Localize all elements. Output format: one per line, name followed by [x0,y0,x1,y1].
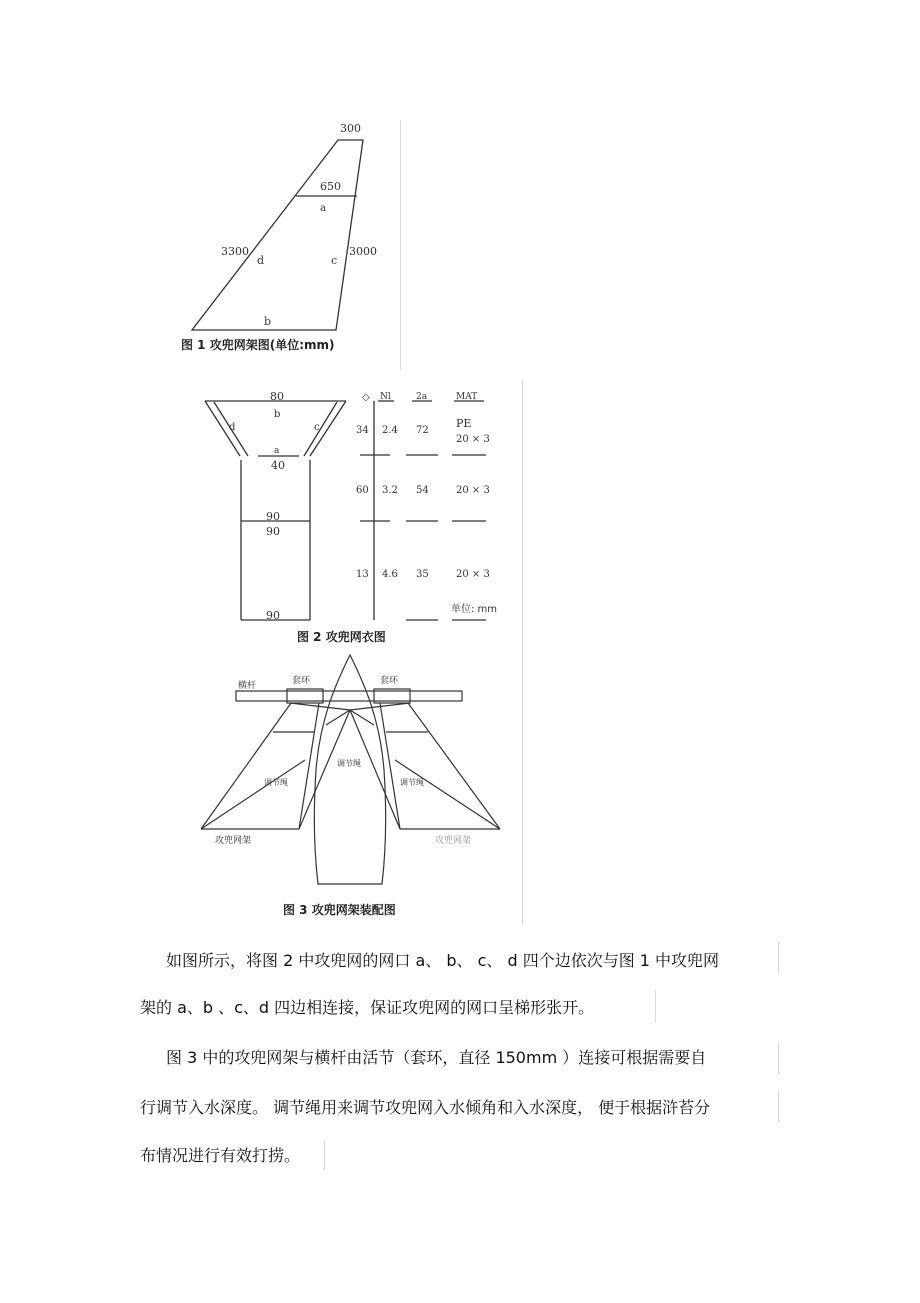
row2-2a: 54 [416,485,429,496]
fig1-label-c: c [331,254,338,267]
left-frame-outer [201,703,291,829]
row1-2a: 72 [416,425,429,436]
fig3-frame-right-label: 攻兜网架 [435,836,472,846]
right-frame-diag [395,760,500,829]
crossbar-bar [236,691,462,701]
fig3-ring-right-label: 套环 [380,676,399,686]
fig3-ring-left-label: 套环 [292,676,311,686]
left-rope-2 [290,703,350,710]
row2-meshes: 60 [356,485,369,496]
net-side-c-inner [304,402,337,456]
fig1-right-length: 3000 [349,245,377,258]
figure-1 [192,140,363,330]
fig2-unit: 单位: mm [451,604,498,615]
fig1-label-d: d [257,254,265,267]
row1-material: PE [456,417,472,430]
fig3-rope-left-label: 调节绳 [264,778,288,787]
row1-meshes: 34 [356,425,369,436]
fig2-caption: 图 2 攻兜网衣图 [297,630,386,644]
fig2-label-a: a [274,446,280,456]
paragraph-line-2: 架的 a、b 、c、d 四边相连接，保证攻兜网的网口呈梯形张开。 [140,998,595,1017]
row3-2a: 35 [416,569,429,580]
table-header-2a: 2a [416,392,428,402]
paragraph-line-3: 图 3 中的攻兜网架与横杆由活节（套环，直径 150mm ）连接可根据需要自 [166,1048,707,1067]
fig1-top-length: 300 [340,122,361,135]
table-header-nl: Nl [380,392,391,402]
fig2-width-90-lower: 90 [266,525,280,538]
row3-twine: 20 × 3 [456,569,490,580]
row1-size: 2.4 [382,425,398,436]
right-rope-1 [350,710,400,829]
fig2-top-value: 80 [270,390,284,403]
row2-twine: 20 × 3 [456,485,490,496]
right-frame-outer [408,703,500,829]
row1-twine: 20 × 3 [456,434,490,445]
fig2-width-40: 40 [271,459,285,472]
table-header-symbol: ◇ [362,392,370,403]
fig1-caption: 图 1 攻兜网架图(单位:mm) [181,338,335,352]
right-frame-inner [380,703,400,829]
fig3-rope-center-label: 调节绳 [337,759,361,768]
fig1-label-b: b [264,315,272,328]
fig1-left-length: 3300 [221,245,249,258]
fig2-width-90-upper: 90 [266,510,280,523]
left-rope-1 [299,710,350,829]
fig2-label-b: b [274,409,281,420]
fig3-frame-left-label: 攻兜网架 [215,836,252,846]
fig1-mid-length: 650 [320,180,341,193]
fig2-width-90-bottom: 90 [266,609,280,622]
fig3-caption: 图 3 攻兜网架装配图 [283,903,396,917]
frame-trapezoid [192,140,363,330]
fig3-crossbar-label: 横杆 [238,681,257,691]
row3-meshes: 13 [356,569,369,580]
fig2-label-c: c [314,422,320,433]
row2-size: 3.2 [382,485,398,496]
paragraph-line-1: 如图所示，将图 2 中攻兜网的网口 a、 b、 c、 d 四个边依次与图 1 中攻兜网 [166,951,720,970]
paragraph-line-4: 行调节入水深度。 调节绳用来调节攻兜网入水倾角和入水深度， 便于根据浒苔分 [140,1098,711,1117]
table-header-mat: MAT [456,392,478,402]
row3-size: 4.6 [382,569,398,580]
fig1-label-a: a [320,203,326,214]
paragraph-line-5: 布情况进行有效打捞。 [140,1146,301,1165]
figure-2 [205,401,486,620]
fig3-rope-right-label: 调节绳 [400,778,424,787]
left-frame-diag [201,760,305,829]
fig2-label-d: d [229,422,236,433]
